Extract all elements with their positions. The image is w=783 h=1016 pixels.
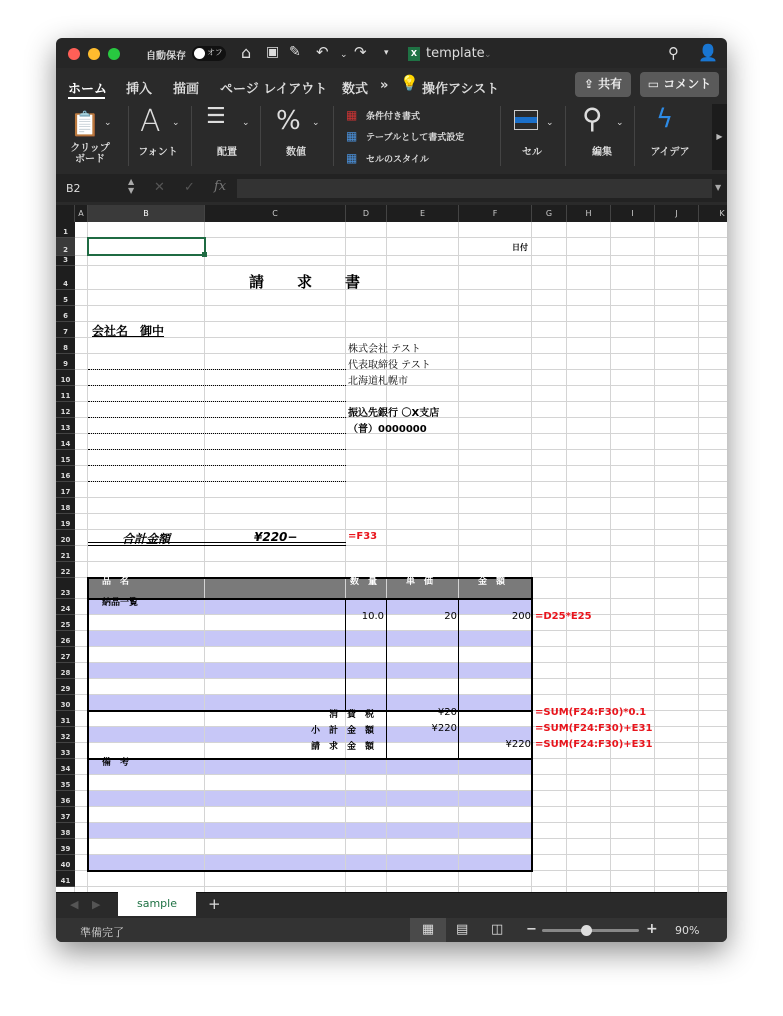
row-header-4[interactable]: 4 [56, 266, 75, 290]
customize-toolbar-icon[interactable]: ▾ [384, 48, 389, 58]
spreadsheet-grid[interactable] [56, 205, 727, 892]
row-header-16[interactable]: 16 [56, 466, 75, 482]
column-header-A[interactable]: A [75, 205, 88, 222]
table-border [87, 758, 533, 760]
excel-window: 自動保存 オフ ⌂ ▣ ✎ ↶ ⌄ ↷ ▾ X template ⌄ ⚲ 👤 ホーム 挿入 描画 ページ レイアウト 数式 » 💡 操作アシスト ⇪ 共有 ▭ コメント 📋 ⌄ クリップ ボード A ⌄ フォント ☰ ⌄ 配置 % ⌄ 数値 ▦ 条件付き書式 ▦ テーブルとして書式設定 ▦ セルのスタイル ⌄ セル ⚲ ⌄ 編集 ϟ アイデア ▶ B2 ▲ ▼ ✕ ✓ fx ▼ A B C D E F G H I J K 1 2 3 4 5 6 7 8 9 10 11 12 13 14 15 16 17 18 19 20 21 22 23 24 25 26 27 28 29 30 31 32 33 34 35 36 37 38 39 40 41 日付 請 求 書 会社名 御中 株式会社 テスト 代表取締役 テスト 北海道札幌市 振込先銀行 〇X支店 （普）0000000 合計金額 ¥220− =F33 品 名 数 量 単 価 金 額 納品一覧 10.0 20 200 =D25*E25 消 費 税 ¥20 =SUM(F24:F30)*0.1 小 計 金 額 ¥220 =SUM(F24:F30)+E31 請 求 金 額 ¥220 =SUM(F24:F30)+E31 備 考 ◀ ▶ sample + 準備完了 ▦ ▤ ◫ − + 90% [56, 38, 727, 942]
row-header-20[interactable]: 20 [56, 530, 75, 546]
gridline [75, 561, 727, 562]
zoom-slider-handle[interactable] [581, 925, 592, 936]
dotted-underline [88, 433, 346, 434]
autosave-state: オフ [207, 48, 223, 57]
format-as-table-icon: ▦ [346, 129, 358, 143]
row-header-41[interactable]: 41 [56, 871, 75, 887]
row-header-30[interactable]: 30 [56, 695, 75, 711]
dotted-underline [88, 417, 346, 418]
clipboard-group-label: クリップ ボード [70, 143, 110, 165]
row-header-7[interactable]: 7 [56, 322, 75, 338]
header-item: 品 名 [102, 577, 130, 587]
gridline [75, 289, 727, 290]
gridline [75, 497, 727, 498]
dotted-underline [88, 449, 346, 450]
prev-sheet-icon[interactable]: ◀ [70, 898, 79, 911]
gridline [610, 222, 611, 892]
search-icon[interactable]: ⚲ [668, 44, 679, 62]
formula-input[interactable] [237, 179, 712, 198]
insert-function-icon[interactable]: fx [214, 179, 227, 194]
gridline [345, 222, 346, 892]
alignment-group-label: 配置 [217, 147, 237, 158]
cell-styles-button[interactable]: セルのスタイル [366, 155, 429, 165]
select-all-corner[interactable] [56, 205, 75, 222]
lightbulb-icon: 💡 [400, 74, 419, 92]
column-header-I[interactable]: I [611, 205, 655, 222]
autosave-toggle[interactable] [192, 46, 226, 61]
comment-button[interactable] [640, 72, 719, 97]
row-header-13[interactable]: 13 [56, 418, 75, 434]
share-button[interactable] [575, 72, 631, 97]
editing-group-label: 編集 [592, 147, 612, 158]
sheet-tab-sample[interactable]: sample [118, 892, 196, 916]
gridline [75, 321, 727, 322]
gridline [75, 513, 727, 514]
row-header-18[interactable]: 18 [56, 498, 75, 514]
format-as-table-button[interactable]: テーブルとして書式設定 [366, 133, 465, 143]
selected-cell-B2[interactable] [87, 237, 206, 256]
row-header-11[interactable]: 11 [56, 386, 75, 402]
row-header-12[interactable]: 12 [56, 402, 75, 418]
column-header-H[interactable]: H [567, 205, 611, 222]
column-header-J[interactable]: J [655, 205, 699, 222]
invoice-amount-label: 請 求 金 額 [310, 742, 374, 752]
gridline [386, 222, 387, 892]
gridline [458, 222, 459, 892]
row-header-29[interactable]: 29 [56, 679, 75, 695]
row-header-34[interactable]: 34 [56, 759, 75, 775]
row-header-2[interactable]: 2 [56, 238, 75, 256]
dotted-underline [88, 401, 346, 402]
total-label: 合計金額 [122, 532, 171, 546]
expand-formula-bar-icon[interactable]: ▼ [715, 183, 722, 192]
gridline [75, 630, 727, 631]
row-header-35[interactable]: 35 [56, 775, 75, 791]
gridline [698, 222, 699, 892]
row-header-32[interactable]: 32 [56, 727, 75, 743]
clipboard-icon[interactable]: 📋 [70, 110, 100, 138]
column-header-B[interactable]: B [88, 205, 205, 222]
row-header-21[interactable]: 21 [56, 546, 75, 562]
autosave-label: 自動保存 [146, 51, 186, 62]
table-border [87, 577, 533, 579]
row-header-33[interactable]: 33 [56, 743, 75, 759]
gridline [75, 790, 727, 791]
gridline [75, 305, 727, 306]
tab-formulas[interactable]: 数式 [342, 82, 369, 97]
table-border [386, 711, 387, 759]
gridline [75, 694, 727, 695]
gridline [75, 822, 727, 823]
ideas-group-label: アイデア [650, 147, 690, 158]
row25-price: 20 [444, 611, 457, 622]
row25-amount: 200 [511, 611, 531, 622]
table-border [87, 598, 533, 600]
file-name: template [426, 46, 485, 61]
percent-icon[interactable]: % [276, 106, 301, 136]
page-break-view-icon[interactable]: ◫ [491, 922, 504, 937]
table-border [458, 711, 459, 759]
share-icon: ⇪ [583, 77, 599, 91]
tax-formula-note: =SUM(F24:F30)*0.1 [535, 707, 647, 718]
status-text: 準備完了 [80, 926, 124, 939]
invoice-amount-value: ¥220 [505, 739, 531, 750]
close-button[interactable] [68, 48, 80, 60]
issuer-representative: 代表取締役 テスト [348, 360, 431, 371]
fill-handle[interactable] [202, 252, 207, 257]
row-header-39[interactable]: 39 [56, 839, 75, 855]
row-header-14[interactable]: 14 [56, 434, 75, 450]
band-fill [88, 663, 532, 679]
column-header-D[interactable]: D [346, 205, 387, 222]
cells-icon[interactable] [514, 110, 538, 130]
gridline [75, 678, 727, 679]
row-header-31[interactable]: 31 [56, 711, 75, 727]
alignment-icon[interactable]: ☰ [206, 104, 226, 129]
dotted-underline [88, 369, 346, 370]
band-fill [88, 855, 532, 871]
row-header-24[interactable]: 24 [56, 599, 75, 615]
row-header-10[interactable]: 10 [56, 370, 75, 386]
name-box[interactable]: B2 [66, 182, 81, 195]
conditional-format-icon: ▦ [346, 108, 358, 122]
band-fill [88, 631, 532, 647]
row-header-9[interactable]: 9 [56, 354, 75, 370]
filename-chevron-icon[interactable]: ⌄ [484, 50, 492, 60]
normal-view-icon[interactable]: ▦ [410, 918, 446, 942]
tab-home[interactable]: ホーム [68, 82, 108, 97]
gridline [75, 886, 727, 887]
section-label: 納品一覧 [102, 598, 139, 608]
gridline [75, 806, 727, 807]
home-icon[interactable]: ⌂ [241, 43, 252, 62]
comment-icon: ▭ [647, 77, 664, 91]
column-header-K[interactable]: K [699, 205, 727, 222]
column-header-E[interactable]: E [387, 205, 459, 222]
row-header-15[interactable]: 15 [56, 450, 75, 466]
row25-formula-note: =D25*E25 [535, 611, 592, 622]
column-header-F[interactable]: F [459, 205, 532, 222]
zoom-slider[interactable] [542, 929, 639, 932]
header-price: 単 価 [406, 577, 434, 587]
row-header-40[interactable]: 40 [56, 855, 75, 871]
table-border [87, 577, 89, 872]
subtotal-value: ¥220 [431, 723, 457, 734]
conditional-format-button[interactable]: 条件付き書式 [366, 112, 421, 122]
invoice-title: 請 求 書 [249, 273, 362, 291]
row25-qty: 10.0 [361, 611, 384, 622]
row-header-38[interactable]: 38 [56, 823, 75, 839]
maximize-button[interactable] [108, 48, 120, 60]
header-qty: 数 量 [350, 577, 378, 587]
ideas-icon[interactable]: ϟ [656, 104, 674, 134]
row-header-23[interactable]: 23 [56, 578, 75, 599]
next-sheet-icon[interactable]: ▶ [92, 898, 101, 911]
cell-styles-icon: ▦ [346, 151, 358, 165]
row-header-26[interactable]: 26 [56, 631, 75, 647]
bank-name: 振込先銀行 〇X支店 [348, 408, 440, 419]
gridline [204, 222, 205, 892]
table-header-fill [88, 578, 532, 599]
tax-value: ¥20 [437, 707, 457, 718]
bank-account: （普）0000000 [348, 424, 427, 435]
gridline [654, 222, 655, 892]
tell-me-search[interactable]: 操作アシスト [422, 82, 500, 97]
find-icon[interactable]: ⚲ [582, 102, 603, 135]
more-tabs-icon[interactable]: » [380, 78, 389, 93]
subtotal-formula-note: =SUM(F24:F30)+E31 [535, 723, 653, 734]
subtotal-label: 小 計 金 額 [310, 726, 374, 736]
zoom-level[interactable]: 90% [675, 924, 700, 937]
row-header-19[interactable]: 19 [56, 514, 75, 530]
tab-insert[interactable]: 挿入 [126, 82, 153, 97]
undo-icon[interactable]: ↶ [316, 43, 329, 61]
name-box-stepper-icon[interactable]: ▲ ▼ [128, 177, 135, 195]
dotted-underline [88, 385, 346, 386]
row-header-3[interactable]: 3 [56, 256, 75, 266]
row-header-25[interactable]: 25 [56, 615, 75, 631]
total-value: ¥220− [254, 530, 298, 544]
row-header-27[interactable]: 27 [56, 647, 75, 663]
gridline [75, 838, 727, 839]
cancel-icon[interactable]: ✕ [154, 180, 165, 195]
row-header-1[interactable]: 1 [56, 222, 75, 238]
redo-icon[interactable]: ↷ [354, 43, 367, 61]
band-fill [88, 823, 532, 839]
gridline [75, 337, 727, 338]
page-layout-view-icon[interactable]: ▤ [456, 922, 469, 937]
save-icon[interactable]: ▣ [266, 44, 280, 60]
add-sheet-button[interactable]: + [208, 895, 221, 913]
edit-icon[interactable]: ✎ [289, 44, 301, 60]
date-label: 日付 [512, 243, 528, 252]
header-amount: 金 額 [478, 577, 506, 587]
column-header-G[interactable]: G [532, 205, 567, 222]
row-header-28[interactable]: 28 [56, 663, 75, 679]
zoom-out-button[interactable]: − [526, 922, 537, 937]
gridline [566, 222, 567, 892]
row-header-8[interactable]: 8 [56, 338, 75, 354]
band-fill [88, 791, 532, 807]
gridline [75, 529, 727, 530]
invoice-formula-note: =SUM(F24:F30)+E31 [535, 739, 653, 750]
font-icon[interactable]: A [140, 104, 161, 139]
total-formula-note: =F33 [348, 531, 378, 542]
number-group-label: 数値 [286, 147, 306, 158]
excel-file-icon: X [408, 47, 420, 61]
dotted-underline [88, 465, 346, 466]
tax-label: 消 費 税 [328, 710, 374, 720]
tab-draw[interactable]: 描画 [173, 82, 200, 97]
gridline [75, 662, 727, 663]
minimize-button[interactable] [88, 48, 100, 60]
client-name: 会社名 御中 [92, 324, 165, 338]
band-fill [88, 759, 532, 775]
gridline [75, 265, 727, 266]
dotted-underline [88, 481, 346, 482]
comment-label: コメント [663, 77, 712, 91]
issuer-company: 株式会社 テスト [348, 344, 421, 355]
share-label: 共有 [598, 77, 623, 91]
gridline [75, 774, 727, 775]
zoom-in-button[interactable]: + [646, 921, 658, 937]
tab-page-layout[interactable]: ページ レイアウト [220, 82, 328, 97]
ribbon-scroll-right-icon[interactable]: ▶ [712, 104, 727, 170]
enter-icon[interactable]: ✓ [184, 180, 195, 195]
row-header-37[interactable]: 37 [56, 807, 75, 823]
active-tab-indicator [68, 97, 105, 99]
table-border [531, 577, 533, 872]
table-border [87, 870, 533, 872]
gridline [75, 646, 727, 647]
row-header-6[interactable]: 6 [56, 306, 75, 322]
row-header-5[interactable]: 5 [56, 290, 75, 306]
issuer-address: 北海道札幌市 [348, 376, 408, 387]
row-header-17[interactable]: 17 [56, 482, 75, 498]
row-header-36[interactable]: 36 [56, 791, 75, 807]
remarks-label: 備 考 [102, 758, 130, 768]
account-icon[interactable]: 👤 [698, 43, 718, 62]
column-header-C[interactable]: C [205, 205, 346, 222]
font-group-label: フォント [138, 147, 178, 158]
cells-group-label: セル [522, 147, 542, 158]
gridline [75, 854, 727, 855]
row-header-22[interactable]: 22 [56, 562, 75, 578]
undo-dropdown-icon[interactable]: ⌄ [340, 50, 348, 60]
